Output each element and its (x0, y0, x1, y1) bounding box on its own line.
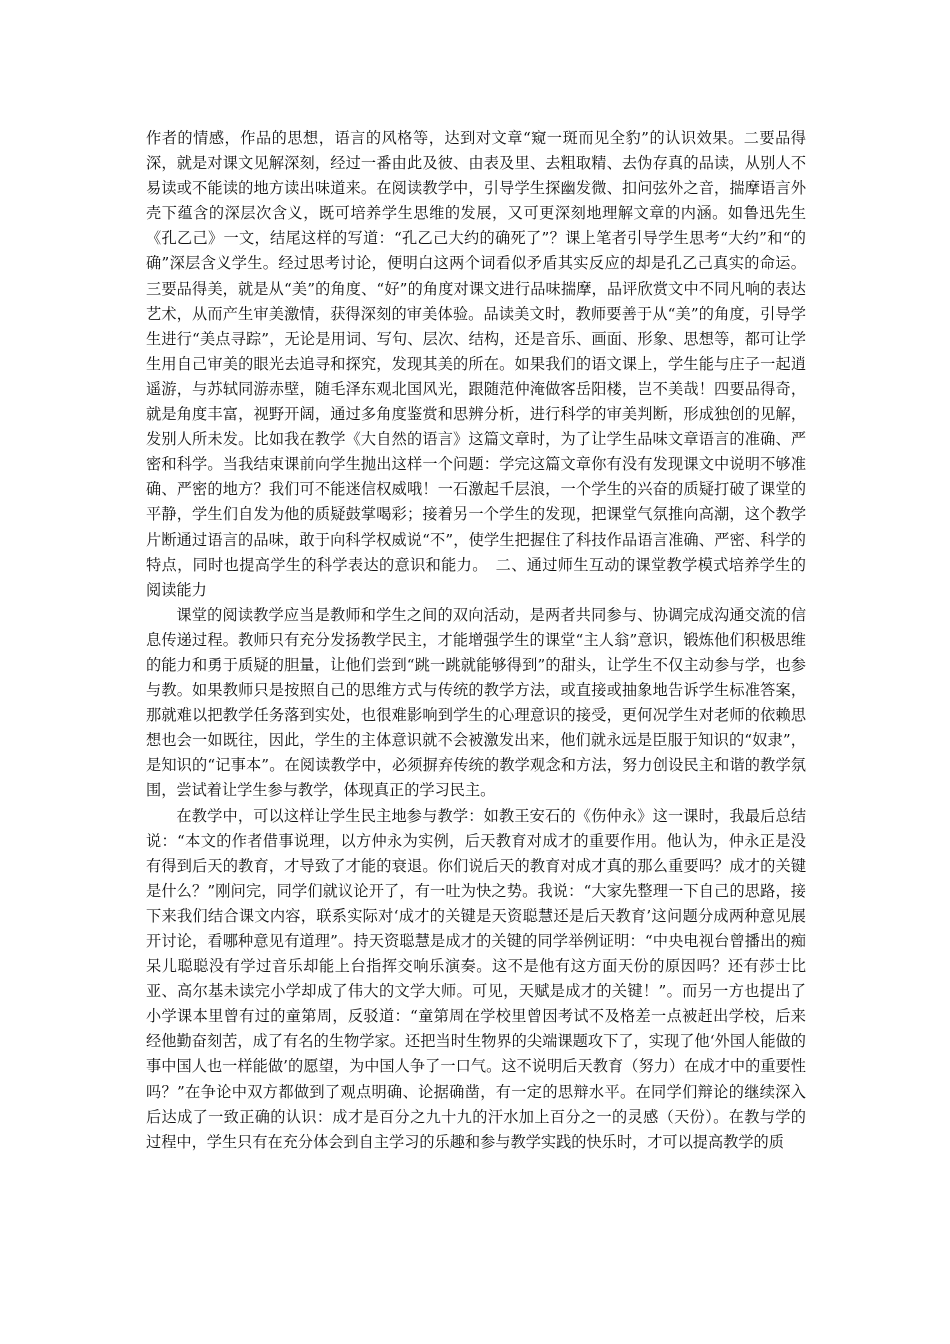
body-text (146, 126, 806, 1155)
paragraph-3: 在教学中，可以这样让学生民主地参与教学：如教王安石的《伤仲永》这一课时，我最后总结说：“本文的作者借事说理，以方仲永为实例，后天教育对成才的重要作用。他认为，仲永正是没有得到后天的教育，才导致了才能的衰退。你们说后天的教育对成才真的那么重要吗？成才的关键是什么？”刚问完，同学们就议论开了，有一吐为快之势。我说：“大家先整理一下自己的思路，接下来我们结合课文内容，联系实际对‘成才的关键是天资聪慧还是后天教育’这问题分成两种意见展开讨论，看哪种意见有道理”。持天资聪慧是成才的关键的同学举例证明：“中央电视台曾播出的痴呆儿聪聪没有学过音乐却能上台指挥交响乐演奏。这不是他有这方面天份的原因吗？还有莎士比亚、高尔基未读完小学却成了伟大的文学大师。可见，天赋是成才的关键！”。而另一方也提出了小学课本里曾有过的童第周，反驳道：“童第周在学校里曾因考试不及格差一点被赶出学校，后来经他勤奋刻苦，成了有名的生物学家。还把当时生物界的尖端课题攻下了，实现了他‘外国人能做的事中国人也一样能做’的愿望，为中国人争了一口气。这不说明后天教育（努力）在成才中的重要性吗？”在争论中双方都做到了观点明确、论据确凿，有一定的思辩水平。在同学们辩论的继续深入后达成了一致正确的认识：成才是百分之九十九的汗水加上百分之一的灵感（天份）。在教与学的过程中，学生只有在充分体会到自主学习的乐趣和参与教学实践的快乐时，才可以提高教学的质 (146, 806, 806, 1151)
paragraph-1: 作者的情感，作品的思想，语言的风格等，达到对文章“窥一斑而见全豹”的认识效果。二要品得深，就是对课文见解深刻，经过一番由此及彼、由表及里、去粗取精、去伪存真的品读，从别人不易读或不能读的地方读出味道来。在阅读教学中，引导学生探幽发微、扣问弦外之音，揣摩语言外壳下蕴含的深层次含义，既可培养学生思维的发展，又可更深刻地理解文章的内涵。如鲁迅先生《孔乙己》一文，结尾这样的写道：“孔乙己大约的确死了”？课上笔者引导学生思考“大约”和“的确”深层含义学生。经过思考讨论，便明白这两个词看似矛盾其实反应的却是孔乙己真实的命运。三要品得美，就是从“美”的角度、“好”的角度对课文进行品味揣摩，品评欣赏文中不同凡响的表达艺术，从而产生审美激情，获得深刻的审美体验。品读美文时，教师要善于从“美”的角度，引导学生进行“美点寻踪”，无论是用词、写句、层次、结构，还是音乐、画面、形象、思想等，都可让学生用自己审美的眼光去追寻和探究，发现其美的所在。如果我们的语文课上，学生能与庄子一起逍遥游，与苏轼同游赤壁，随毛泽东观北国风光，跟随范仲淹做客岳阳楼，岂不美哉！四要品得奇，就是角度丰富，视野开阔，通过多角度鉴赏和思辨分析，进行科学的审美判断，形成独创的见解，发别人所未发。比如我在教学《大自然的语言》这篇文章时，为了让学生品味文章语言的准确、严密和科学。当我结束课前向学生抛出这样一个问题：学完这篇文章你有没有发现课文中说明不够准确、严密的地方？我们可不能迷信权威哦！一石激起千层浪，一个学生的兴奋的质疑打破了课堂的平静，学生们自发为他的质疑鼓掌喝彩；接着另一个学生的发现，把课堂气氛推向高潮，这个教学片断通过语言的品味，敢于向科学权威说“不”，使学生把握住了科技作品语言准确、严密、科学的特点，同时也提高学生的科学表达的意识和能力。 二、通过师生互动的课堂教学模式培养学生的阅读能力 (146, 129, 806, 599)
paragraph-2: 课堂的阅读教学应当是教师和学生之间的双向活动，是两者共同参与、协调完成沟通交流的信息传递过程。教师只有充分发扬教学民主，才能增强学生的课堂“主人翁”意识，锻炼他们积极思维的能力和勇于质疑的胆量，让他们尝到“跳一跳就能够得到”的甜头，让学生不仅主动参与学，也参与教。如果教师只是按照自己的思维方式与传统的教学方法，或直接或抽象地告诉学生标准答案，那就难以把教学任务落到实处，也很难影响到学生的心理意识的接受，更何况学生对老师的依赖思想也会一如既往，因此，学生的主体意识就不会被激发出来，他们就永远是臣服于知识的“奴隶”，是知识的“记事本”。在阅读教学中，必须摒弃传统的教学观念和方法，努力创设民主和谐的教学氛围，尝试着让学生参与教学，体现真正的学习民主。 (146, 605, 806, 800)
